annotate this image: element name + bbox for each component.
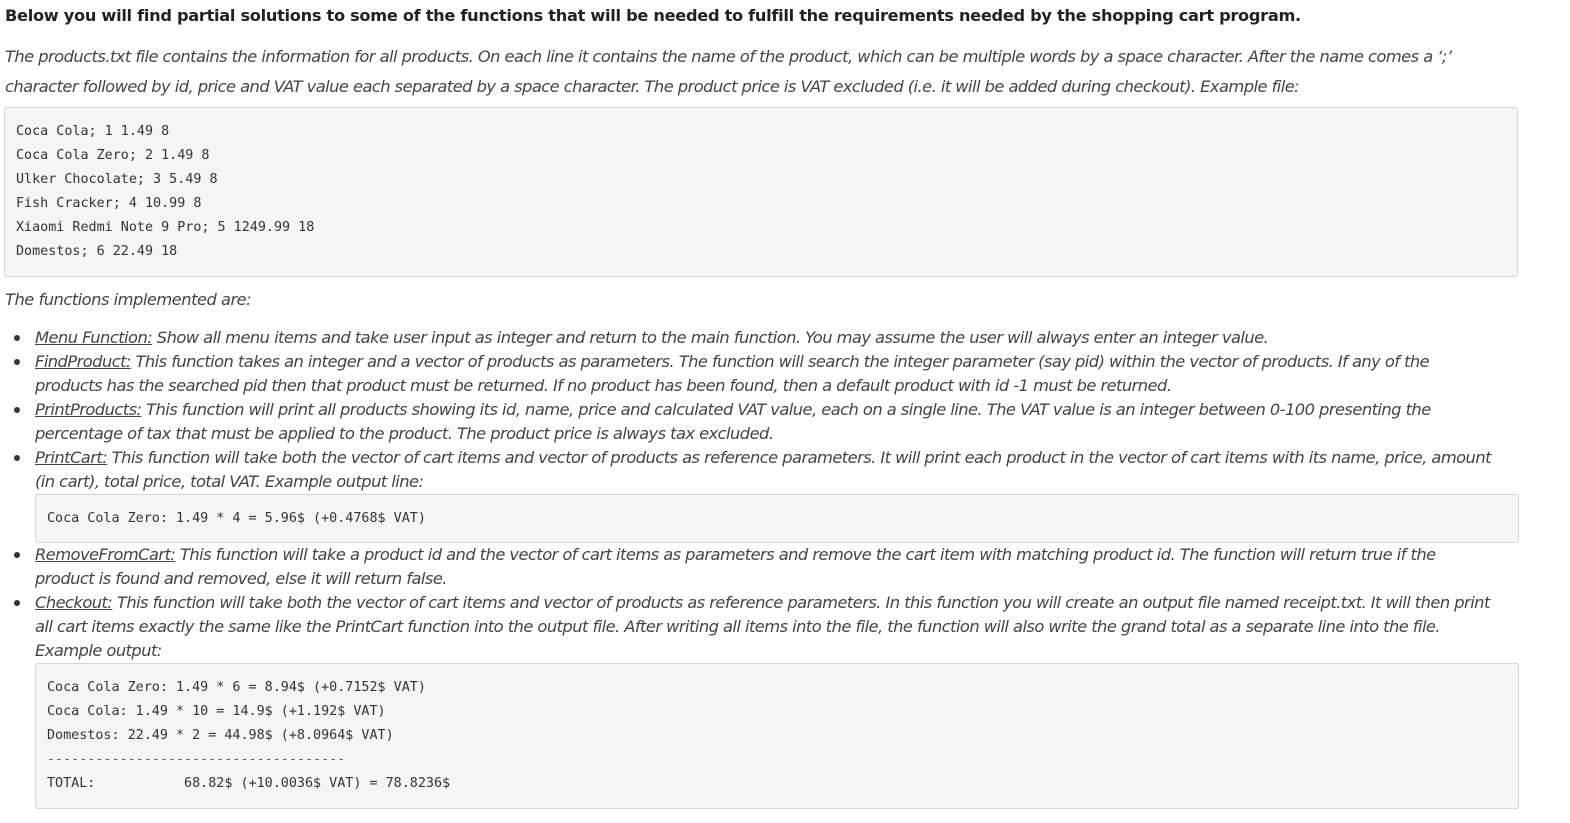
products-file-example	[4, 107, 1518, 277]
total-line: TOTAL: 68.82$ (+10.0036$ VAT) = 78.8236$	[47, 776, 451, 791]
code-line: Xiaomi Redmi Note 9 Pro; 5 1249.99 18	[16, 220, 315, 235]
function-description: This function takes an integer and a vector of products as parameters. The function will search the integer parameter (say pid) within the vector of products. If any of the	[130, 352, 1430, 371]
code-line: Fish Cracker; 4 10.99 8	[16, 196, 202, 211]
function-description: This function will take a product id and the vector of cart items as parameters and remove the cart item with matching product id. The function will return true if the	[175, 545, 1436, 564]
code-line: Domestos; 6 22.49 18	[16, 244, 178, 259]
list-item-findproduct	[0, 350, 1530, 398]
list-item-printproducts	[0, 398, 1530, 446]
bullet-icon	[14, 335, 20, 341]
intro-line: The products.txt file contains the information for all products. On each line it contains the name of the product, which can be multiple words by a space character. After the name comes a ‘;’	[5, 47, 1452, 66]
list-item-removefromcart	[0, 543, 1530, 591]
bullet-icon	[14, 455, 20, 461]
code-line: Coca Cola Zero: 1.49 * 6 = 8.94$ (+0.7152$ VAT)	[47, 680, 426, 695]
function-name: Checkout:	[35, 593, 113, 612]
code-line: Coca Cola: 1.49 * 10 = 14.9$ (+1.192$ VAT)	[47, 704, 386, 719]
function-description: product is found and removed, else it will return false.	[35, 569, 447, 588]
function-description: products has the searched pid then that product must be returned. If no product has been found, then a default product with id -1 must be returned.	[35, 376, 1172, 395]
checkout-output-example	[35, 663, 1519, 809]
intro-line: character followed by id, price and VAT value each separated by a space character. The product price is VAT excluded (i.e. it will be added during checkout). Example file:	[5, 77, 1300, 96]
list-item-menu-function	[0, 326, 1530, 350]
intro-paragraph	[5, 42, 1535, 102]
function-description: Example output:	[35, 641, 162, 660]
function-name: PrintCart:	[35, 448, 108, 467]
list-item-printcart	[0, 446, 1530, 543]
function-description: Show all menu items and take user input as integer and return to the main function. You may assume the user will always enter an integer value.	[152, 328, 1269, 347]
bullet-icon	[14, 359, 20, 365]
code-line: Ulker Chocolate; 3 5.49 8	[16, 172, 218, 187]
function-description: percentage of tax that must be applied to the product. The product price is always tax excluded.	[35, 424, 774, 443]
function-description: all cart items exactly the same like the PrintCart function into the output file. After writing all items into the file, the function will also write the grand total as a separate line into the file.	[35, 617, 1441, 636]
function-description: This function will print all products showing its id, name, price and calculated VAT value, each on a single line. The VAT value is an integer between 0-100 presenting the	[141, 400, 1431, 419]
function-name: FindProduct:	[35, 352, 131, 371]
page-heading: Below you will find partial solutions to some of the functions that will be needed to fulfill the requirements needed by the shopping cart program.	[5, 6, 1301, 25]
printcart-output-example	[35, 494, 1519, 543]
code-line: Coca Cola Zero; 2 1.49 8	[16, 148, 210, 163]
function-name: RemoveFromCart:	[35, 545, 176, 564]
separator-line: -------------------------------------	[47, 752, 346, 767]
list-item-checkout	[0, 591, 1530, 809]
code-line: Coca Cola Zero: 1.49 * 4 = 5.96$ (+0.4768$ VAT)	[47, 511, 426, 526]
function-description: This function will take both the vector of cart items and vector of products as reference parameters. It will print each product in the vector of cart items with its name, price, amount	[107, 448, 1491, 467]
function-description: This function will take both the vector of cart items and vector of products as reference parameters. In this function you will create an output file named receipt.txt. It will then print	[112, 593, 1490, 612]
code-line: Coca Cola; 1 1.49 8	[16, 124, 170, 139]
function-name: Menu Function:	[35, 328, 153, 347]
bullet-icon	[14, 407, 20, 413]
function-description: (in cart), total price, total VAT. Example output line:	[35, 472, 424, 491]
bullet-icon	[14, 552, 20, 558]
functions-list	[0, 326, 1530, 809]
functions-intro: The functions implemented are:	[5, 290, 252, 309]
function-name: PrintProducts:	[35, 400, 142, 419]
code-line: Domestos: 22.49 * 2 = 44.98$ (+8.0964$ VAT)	[47, 728, 394, 743]
bullet-icon	[14, 600, 20, 606]
